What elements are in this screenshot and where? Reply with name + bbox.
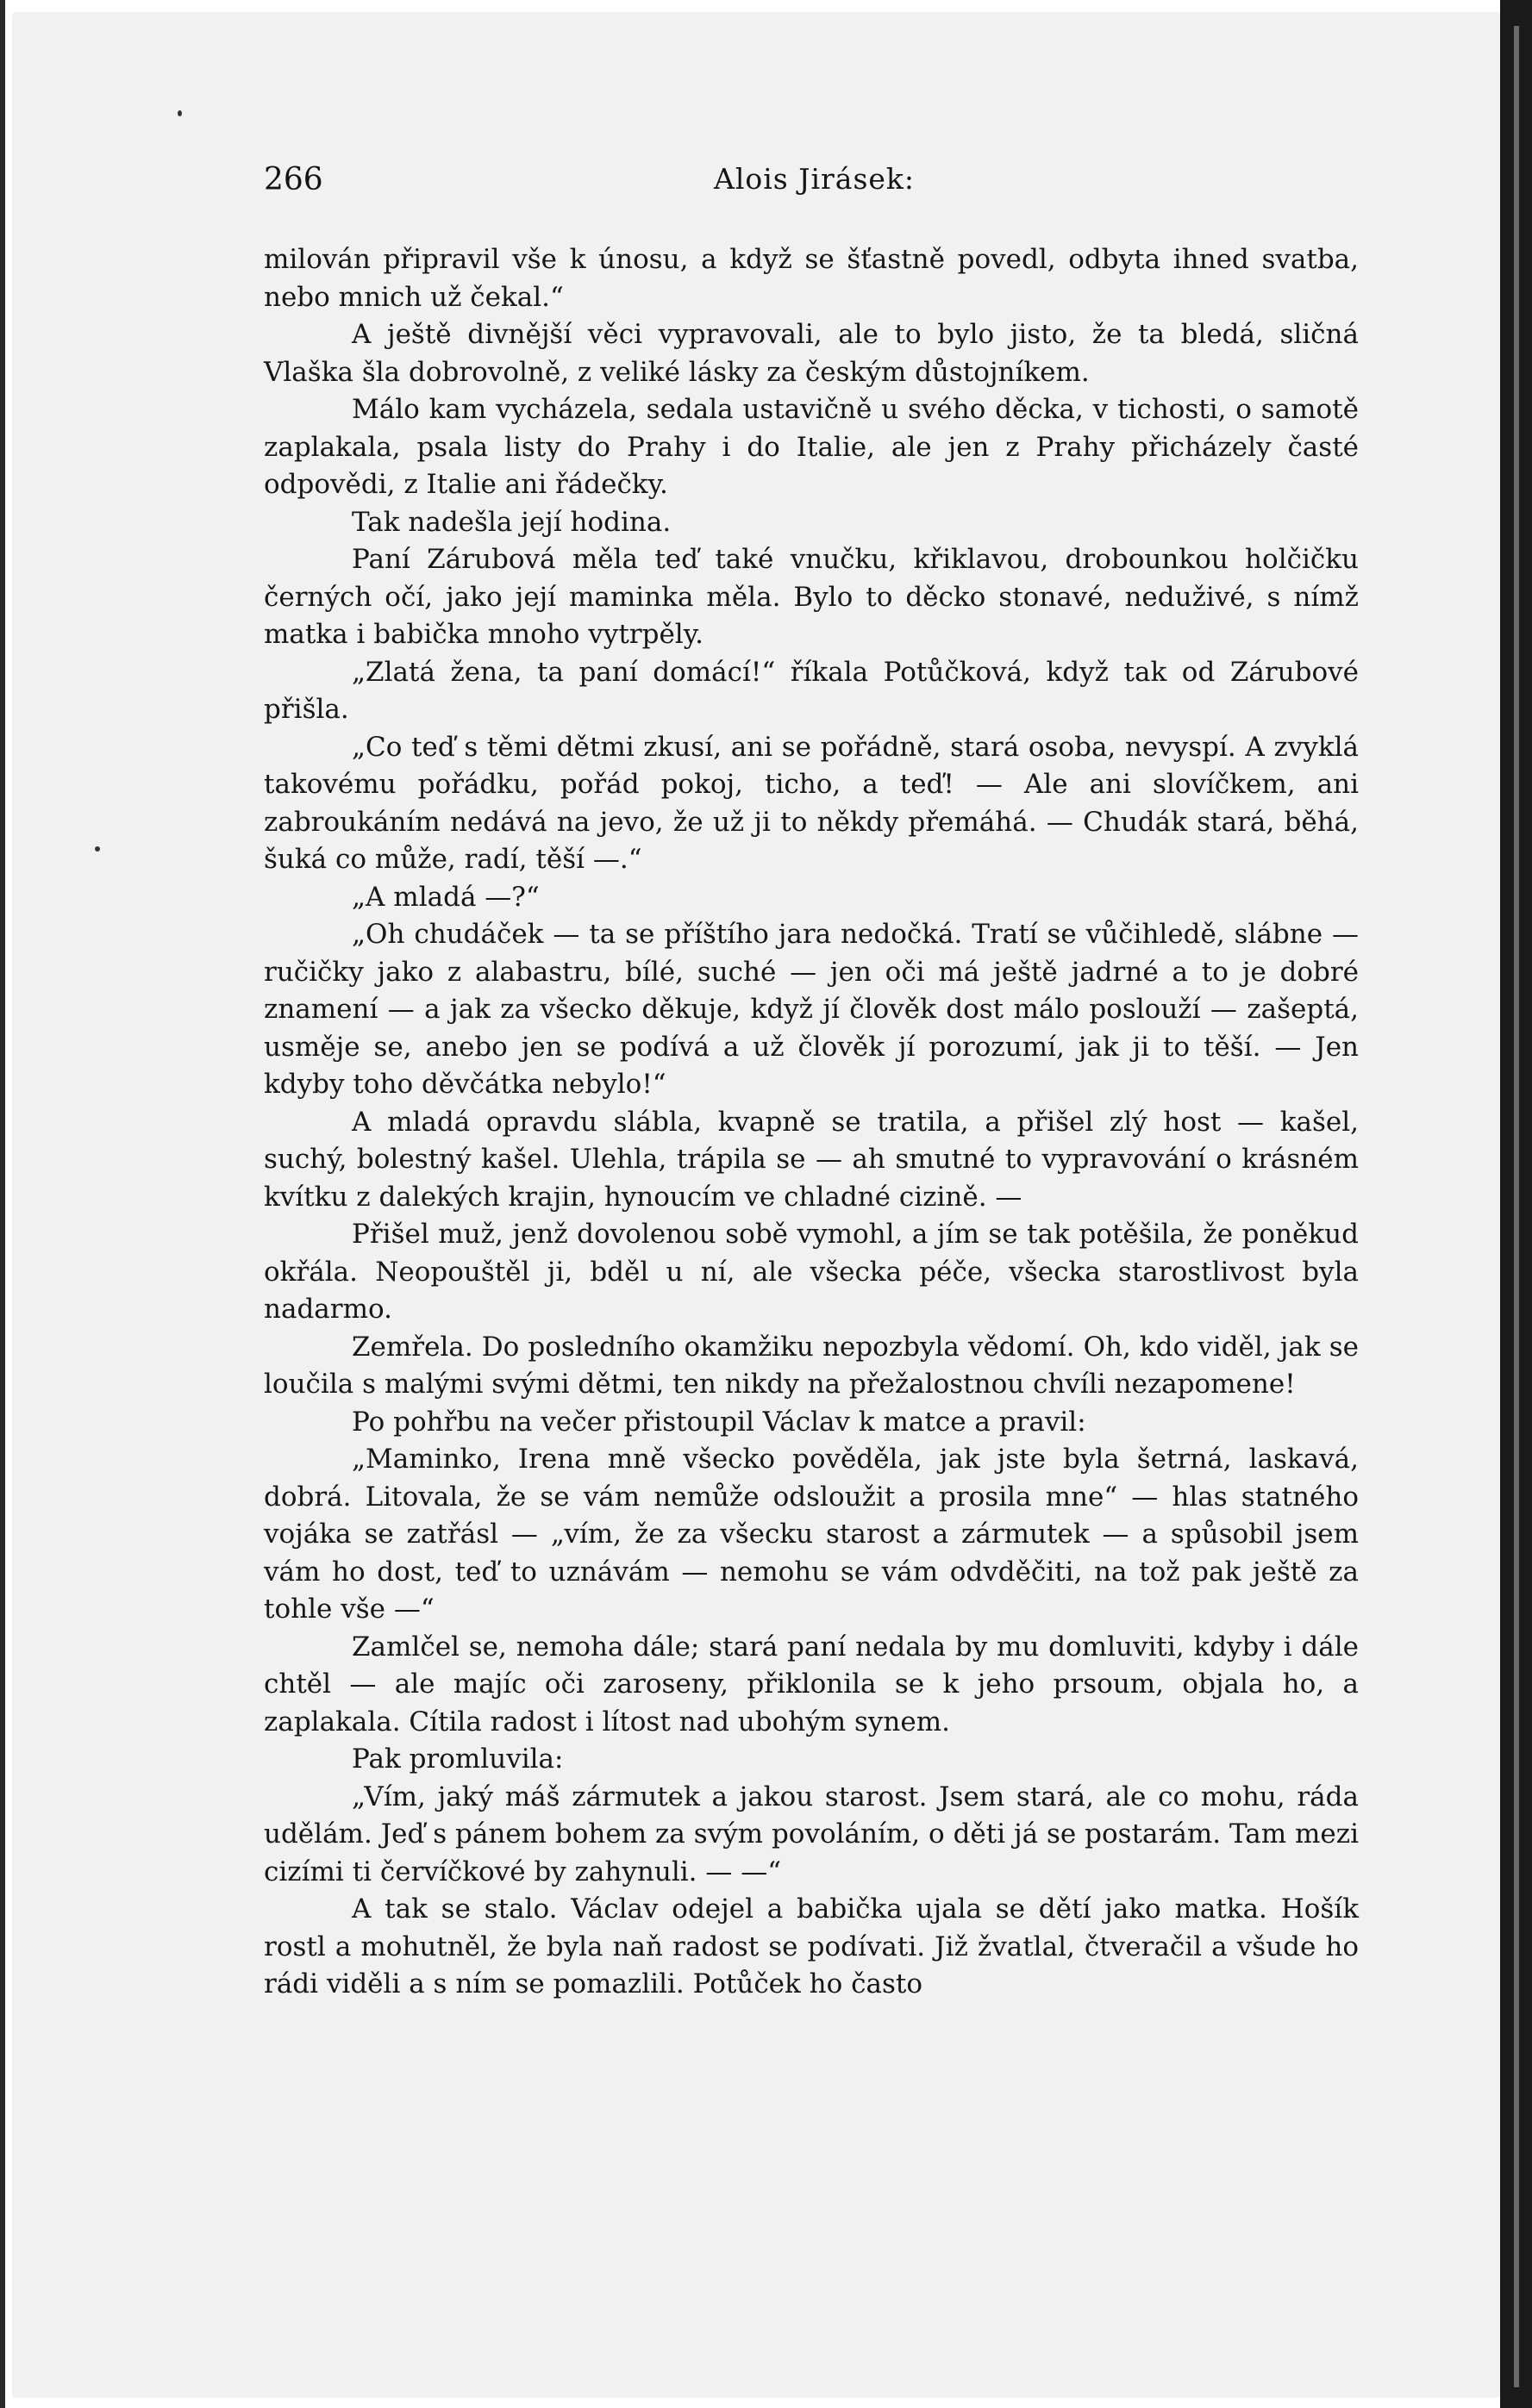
page-number: 266 xyxy=(264,162,323,197)
paragraph: Zemřela. Do posledního okamžiku nepozbyla vědomí. Oh, kdo viděl, jak se loučila s malými svými dětmi, ten nikdy na přežalostnou chvíli nezapomene! xyxy=(264,1331,1359,1400)
ink-speck xyxy=(95,846,100,852)
paragraph: Tak nadešla její hodina. xyxy=(352,506,672,538)
paragraph: „Zlatá žena, ta paní domácí!“ říkala Potůčková, když tak od Zárubové přišla. xyxy=(264,656,1359,725)
paragraph: Pak promluvila: xyxy=(352,1744,564,1775)
paragraph: milován připravil vše k únosu, a když se šťastně povedl, odbyta ihned svatba, nebo mnich už čekal.“ xyxy=(264,244,1359,313)
ink-speck xyxy=(178,110,182,116)
paragraph: A ještě divnější věci vypravovali, ale to bylo jisto, že ta bledá, sličná Vlaška šla dobrovolně, z veliké lásky za českým důstojníkem. xyxy=(264,319,1359,388)
body-text xyxy=(264,241,1359,2004)
running-head: Alois Jirásek: xyxy=(714,162,916,196)
paragraph: A mladá opravdu slábla, kvapně se tratila, a přišel zlý host — kašel, suchý, bolestný kašel. Ulehla, trápila se — ah smutné to vypravování o krásném kvítku z dalekých krajin, hynoucím ve chladné cizině. — xyxy=(264,1106,1359,1213)
paragraph: Po pohřbu na večer přistoupil Václav k matce a pravil: xyxy=(352,1406,1086,1438)
paragraph: Přišel muž, jenž dovolenou sobě vymohl, a jím se tak potěšila, že poněkud okřála. Neopouštěl ji, bděl u ní, ale všecka péče, všecka starostlivost byla nadarmo. xyxy=(264,1219,1359,1325)
paragraph: A tak se stalo. Václav odejel a babička ujala se dětí jako matka. Hošík rostl a mohutněl, že byla naň radost se podívati. Již žvatlal, čtveračil a všude ho rádi viděli a s ním se pomazlili. Potůček ho často xyxy=(264,1893,1359,1999)
paragraph: Málo kam vycházela, sedala ustavičně u svého děcka, v tichosti, o samotě zaplakala, psala listy do Prahy i do Italie, ale jen z Prahy přicházely časté odpovědi, z Italie ani řádečky. xyxy=(264,394,1359,500)
paragraph: „Maminko, Irena mně všecko pověděla, jak jste byla šetrná, laskavá, dobrá. Litovala, že se vám nemůže odsloužit a prosila mne“ — hlas statného vojáka se zatřásl — „vím, že za všecku starost a zármutek — a spůsobil jsem vám ho dost, teď to uznávám — nemohu se vám odvděčiti, na tož pak ještě za tohle vše —“ xyxy=(264,1444,1359,1625)
paragraph: Zamlčel se, nemoha dále; stará paní nedala by mu domluviti, kdyby i dále chtěl — ale majíc oči zaroseny, přiklonila se k jeho prsoum, objala ho, a zaplakala. Cítila radost i lítost nad ubohým synem. xyxy=(264,1631,1359,1737)
paragraph: „A mladá —?“ xyxy=(352,881,540,913)
book-spine-shadow xyxy=(1514,26,1519,2387)
paragraph: „Vím, jaký máš zármutek a jakou starost. Jsem stará, ale co mohu, ráda udělám. Jeď s pánem bohem za svým povoláním, o děti já se postarám. Tam mezi cizími ti červíčkové by zahynuli. — —“ xyxy=(264,1781,1359,1887)
paragraph: „Co teď s těmi dětmi zkusí, ani se pořádně, stará osoba, nevyspí. A zvyklá takovému pořádku, pořád pokoj, ticho, a teď! — Ale ani slovíčkem, ani zabroukáním nedává na jevo, že už ji to někdy přemáhá. — Chudák stará, běhá, šuká co může, radí, těší —.“ xyxy=(264,731,1359,875)
scan-left-edge xyxy=(0,0,5,2408)
paragraph: Paní Zárubová měla teď také vnučku, křiklavou, drobounkou holčičku černých očí, jako její maminka měla. Bylo to děcko stonavé, neduživé, s nímž matka i babička mnoho vytrpěly. xyxy=(264,544,1359,650)
paragraph: „Oh chudáček — ta se příštího jara nedočká. Tratí se vůčihledě, slábne — ručičky jako z alabastru, bílé, suché — jen oči má ještě jadrné a to je dobré znamení — a jak za všecko děkuje, když jí člověk dost málo poslouží — zašeptá, usměje se, anebo jen se podívá a už člověk jí porozumí, jak ji to těší. — Jen kdyby toho děvčátka nebylo!“ xyxy=(264,919,1359,1100)
